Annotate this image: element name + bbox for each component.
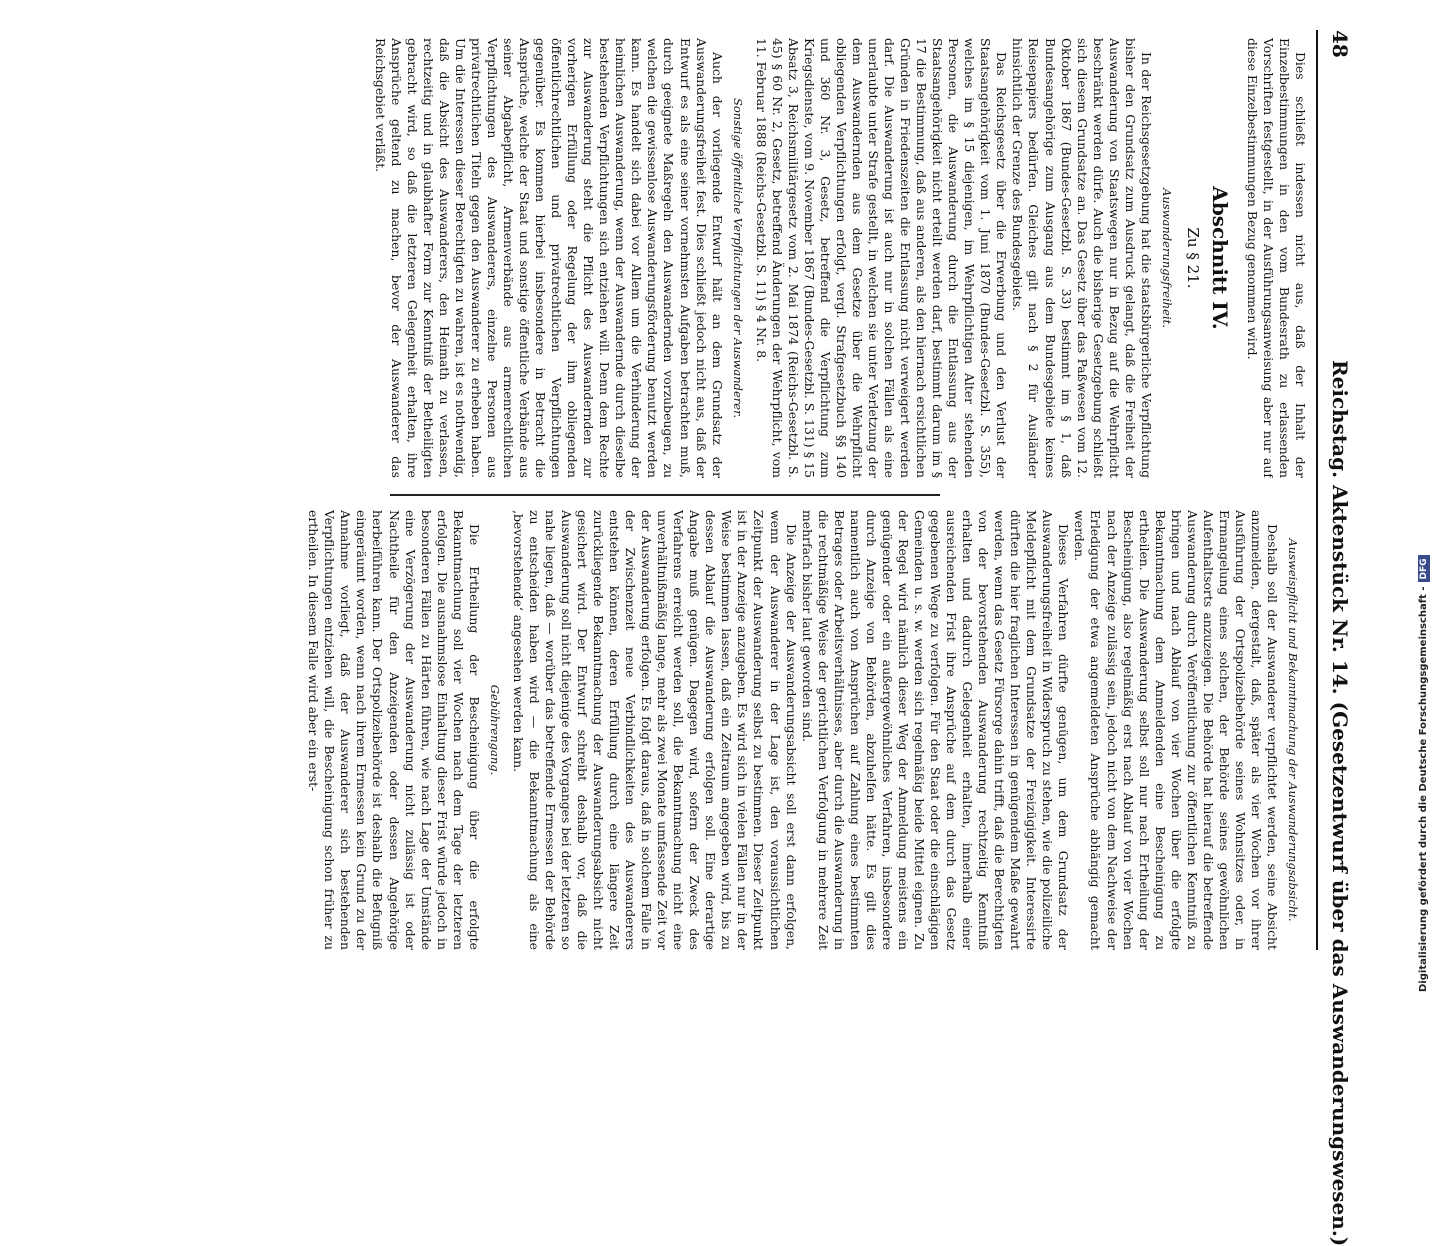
credit-text: Digitalisierung gefördert durch die Deutsche Forschungsgemeinschaft -	[1418, 586, 1429, 992]
paragraph: Die Anzeige der Auswanderungsabsicht soll erst dann erfolgen, wenn der Auswanderer in der Lage ist, den voraussichtlichen Zeitpunkt der Auswanderung selbst zu bestimmen. Dieser Zeitpunkt ist in der Anzeige anzugeben. Es wird sich in vielen Fällen nur in der Weise bestimmen lassen, daß ein Zeitraum angegeben wird, bis zu dessen Ablauf die Auswanderung erfolgen soll. Eine derartige Angabe muß genügen. Dagegen wird, sofern der Zweck des Verfahrens erreicht werden soll, die Bekanntmachung nicht eine unverhältnißmäßig lange, mehr als zwei Monate umfassende Zeit vor der Auswanderung erfolgen. Es folgt daraus, daß in solchem Falle in der Zwischenzeit neue Verbindlichkeiten des Auswanderers entstehen können, deren Erfüllung durch eine längere Zeit zurückliegende Bekanntmachung der Auswanderungsabsicht nicht gesichert wird. Der Entwurf schreibt deshalb vor, daß die Auswanderung soll nicht diejenige des Vorganges bei der letzteren so nahe liegen, daß — worüber das betreffende Ermessen der Behörde zu entscheiden haben wird — die Bekanntmachung als eine ‚bevorstehende‘ angesehen werden kann.	[510, 510, 799, 950]
page-header-title: Reichstag. Aktenstück Nr. 14. (Gesetzentwurf über das Auswanderungswesen.)	[1328, 360, 1352, 1246]
paragraph: Dieses Verfahren dürfte genügen, um dem Grundsatz der Auswanderungsfreiheit in Widerspruch zu stehen, wie die polizeiliche Meldepflicht mit dem Grundsatze der Freizügigkeit. Interessirte dürften die hier fraglichen Interessen in genügendem Maße gewahrt werden, wenn das Gesetz Fürsorge dahin trifft, daß die Berechtigten von der bevorstehenden Auswanderung rechtzeitig Kenntniß erhalten und dadurch Gelegenheit erhalten, innerhalb einer ausreichenden Frist ihre Ansprüche auf dem durch das Gesetz gegebenen Wege zu verfolgen. Für den Staat oder die einschlägigen Gemeinden u. s. w. werden sich regelmäßig beide Mittel eignen. Zu der Regel wird nämlich dieser Weg der Anmeldung meistens ein genügender oder ein außergewöhnliches Verfahren, insbesondere durch Anzeige von Behörden, abzuhelfen hätte. Es gilt dies namentlich auch von Ansprüchen auf Zahlung eines bestimmten Betrages oder Arbeitsverhältnisses, aber durch die Auswanderung in die rechtmäßige Weise der gerichtlichen Verfolgung in mehrere Zeit mehrfach bisher laut geworden sind.	[799, 510, 1072, 950]
page-number: 48	[1328, 30, 1352, 58]
digitization-credit	[1418, 558, 1430, 992]
section-title-obligations: Sonstige öffentliche Verpflichtungen der Auswanderer.	[730, 98, 745, 418]
paragraph: Deshalb soll der Auswanderer verpflichtet werden, seine Absicht anzumelden, dergestalt, daß, später als vier Wochen vor ihrer Ausführung der Ortspolizeibehörde seines Wohnsitzes oder, in Ermangelung eines solchen, der Behörde seines gewöhnlichen Aufenthaltsorts anzuzeigen. Die Behörde hat hierauf die betreffende Auswanderung durch Veröffentlichung zur öffentlichen Kenntniß zu bringen und nach Ablauf von vier Wochen über die erfolgte Bekanntmachung dem Anmeldenden eine Bescheinigung zu ertheilen. Die Auswanderung selbst soll nur nach Ertheilung der Bescheinigung, also regelmäßig erst nach Ablauf von vier Wochen nach der Anzeige zulässig sein, jedoch nicht von dem Nachweise der Erledigung der etwa angemeldeten Ansprüche abhängig gemacht werden.	[1072, 510, 1280, 950]
section-title-notice: Ausweispflicht und Bekanntmachung der Auswanderungsabsicht.	[1286, 538, 1300, 922]
intro-paragraph: Dies schließt indessen nicht aus, daß der Inhalt der Einzelbestimmungen in den vom Bundesrath zu erlassenden Vorschriften festgestellt, in der Ausführungsanweisung aber nur auf diese Einzelbestimmungen Bezug genommen wird.	[1244, 38, 1308, 478]
running-head	[1316, 30, 1362, 1246]
paragraph: Auch der vorliegende Entwurf hält an dem Grundsatz der Auswanderungsfreiheit fest. Dies schließt jedoch nicht aus, daß der Entwurf es als eine seiner vornehmsten Aufgaben betrachten muß, durch geeignete Maßregeln den Auswandernden vorzubeugen, zu welchen die gewissenlose Auswanderungsförderung benutzt werden kann. Es handelt sich dabei vor Allem um die Verhinderung der heimlichen Auswanderung, wenn der Auswandernde durch dieselbe bestehenden Verpflichtungen sich entziehen will. Denn dem Rechte zur Auswanderung steht die Pflicht des Auswandernden zur vorherigen Erfüllung oder Regelung der ihm obliegenden öffentlichrechtlichen und privatrechtlichen Verpflichtungen gegenüber. Es kommen hierbei insbesondere in Betracht die Ansprüche, welche der Staat und sonstige öffentliche Verbände aus seiner Abgabepflicht, Armenverbände aus armenrechtlichen Verpflichtungen des Auswanderers, einzelne Personen aus privatrechtlichen Titeln gegen den Auswanderer zu erheben haben. Um die Interessen dieser Berechtigten zu wahren, ist es nothwendig, daß die Absicht des Auswanderers, den Heimath zu verlassen, rechtzeitig und in glaubhafter Form zur Kenntniß der Betheiligten gebracht wird, so daß die letzteren Gelegenheit erhalten, ihre Ansprüche geltend zu machen, bevor der Auswanderer das Reichsgebiet verläßt.	[372, 38, 725, 478]
section-title-freedom: Auswanderungsfreiheit.	[1159, 188, 1174, 328]
section-title-fees: Gebührengang.	[487, 684, 502, 776]
left-column	[208, 38, 1308, 478]
paragraph: Das Reichsgesetz über die Erwerbung und den Verlust der Staatsangehörigkeit vom 1. Juni 1870 (Bundes-Gesetzbl. S. 355), welches im § 15 diejenigen, im Wehrpflichtigen Alter stehenden Personen, die Auswanderung durch die Entlassung aus der Staatsangehörigkeit nicht erteilt werden darf, bestimmt darum im § 17 die Bestimmung, daß aus anderen, als den hiernach ersichtlichen Gründen in Friedenszeiten die Entlassung nicht verweigert werden darf. Die Auswanderung ist auch nur in solchen Fällen als eine unerlaubte unter Strafe gestellt, in welchen sie unter Verletzung der dem Auswandernden aus dem Gesetze über die Wehrpflicht obliegenden Verpflichtungen erfolgt, vergl. Strafgesetzbuch §§ 140 und 360 Nr. 3, Gesetz, betreffend die Verpflichtung zum Kriegsdienste, vom 9. November 1867 (Bundes-Gesetzbl. S. 131) § 15 Absatz 3, Reichsmilitärgesetz vom 2. Mai 1874 (Reichs-Gesetzbl. S. 45) § 60 Nr. 2, Gesetz, betreffend Änderungen der Wehrpflicht, vom 11. Februar 1888 (Reichs-Gesetzbl. S. 11) § 4 Nr. 8.	[753, 38, 1010, 478]
paragraph: In der Reichsgesetzgebung hat die staatsbürgerliche Verpflichtung bisher den Grundsatz zum Ausdruck gelangt, daß die Freiheit der Auswanderung von Staatswegen nur in Bezug auf die Wehrpflicht beschränkt werden dürfe. Auch die bisherige Gesetzgebung schließt sich diesem Grundsatze an. Das Gesetz über das Paßwesen vom 12. Oktober 1867 (Bundes-Gesetzbl. S. 33) bestimmt im § 1, daß Bundesangehörige zum Ausgang aus dem Bundesgebiete keines Reisepapiers bedürfen. Gleiches gilt nach § 2 für Ausländer hinsichtlich der Grenze des Bundesgebiets.	[1010, 38, 1154, 478]
paragraph: Die Ertheilung der Bescheinigung über die erfolgte Bekanntmachung soll vier Wochen nach dem Tage der letzteren erfolgen. Die ausnahmslose Einhaltung dieser Frist würde jedoch in besonderen Fällen zu Härten führen, wie nach Lage der Umstände eine Verzögerung der Auswanderung nicht zulässig ist oder Nachtheile für den Anzeigenden oder dessen Angehörige herbeiführen kann. Der Ortspolizeibehörde ist deshalb die Befugniß eingeräumt worden, wenn nach ihrem Ermessen kein Grund zu der Annahme vorliegt, daß der Auswanderer sich bestehenden Verpflichtungen entziehen will, die Bescheinigung schon früher zu ertheilen. In diesem Falle wird aber ein erst-	[306, 510, 482, 950]
section-heading: Abschnitt IV.	[1207, 186, 1232, 330]
section-subheading: Zu § 21.	[1183, 227, 1202, 289]
column-divider	[390, 494, 940, 496]
right-column	[208, 510, 1308, 950]
dfg-logo: DFG	[1418, 555, 1430, 582]
